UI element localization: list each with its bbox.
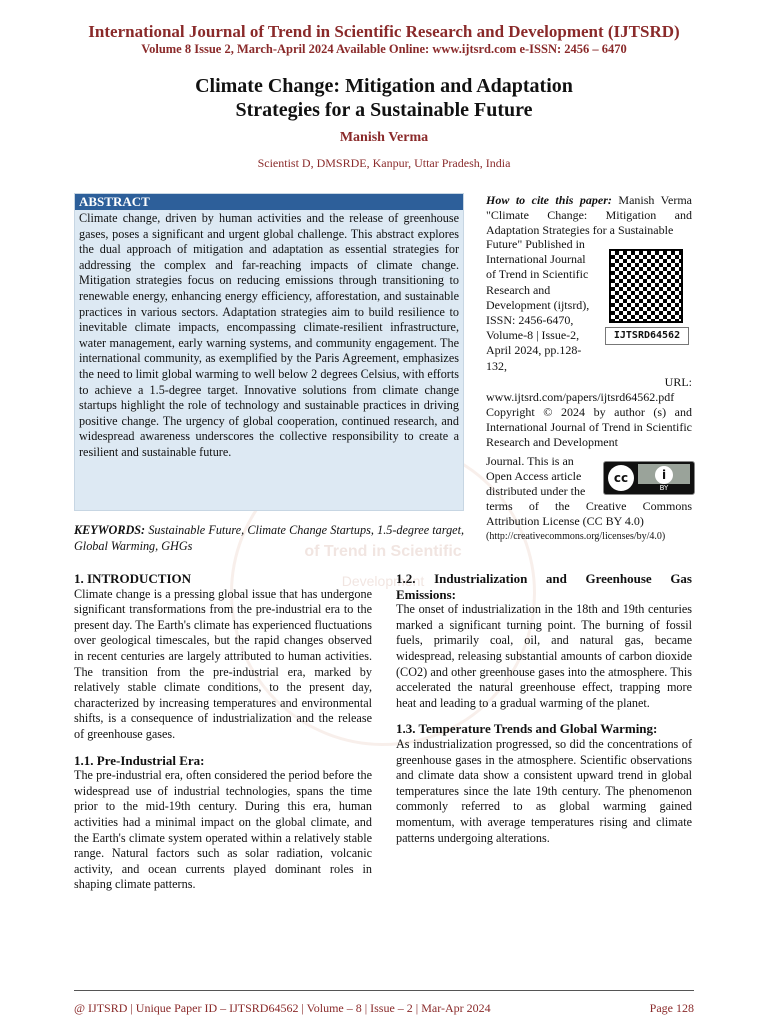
section-introduction-text: Climate change is a pressing global issue that has undergone significant transformations from the pre-industrial era to the present day. The Earth's climate has experienced fluctuations over geological timescales, but the rapid changes observed in recent centuries are largely attributed to human activities. The transition from the pre-industrial era, marked by relatively stable climate conditions, to the present day, characterized by increasing temperatures and environmental shifts, is a consequence of industrialization and the release of greenhouse gases. xyxy=(74,586,372,741)
citation-details: Future" Published in International Journal of Trend in Scientific Research and Development (ijtsrd), ISSN: 2456-6470, Volume-8 | Issue-2, April 2024, pp.128-132, xyxy=(486,237,590,373)
section-1-3-text: As industrialization progressed, so did the concentrations of greenhouse gases in the atmosphere. Scientific observations and climate data show a consistent upward trend in global temperatures since the late 19th century. The phenomenon commonly referred to as global warming gained momentum, with average temperatures rising and climate patterns undergoing alterations. xyxy=(396,736,692,845)
right-column xyxy=(396,571,692,846)
citation-lead: How to cite this paper: xyxy=(486,193,612,207)
copyright-license-text: Journal. This is an Open Access article distributed under the xyxy=(486,454,586,499)
footer-divider xyxy=(74,990,694,991)
license-url[interactable]: (http://creativecommons.org/licenses/by/4.0) xyxy=(486,531,666,543)
abstract-box xyxy=(74,193,464,511)
author-name: Manish Verma xyxy=(339,130,429,145)
citation-url-label: URL: xyxy=(664,375,692,389)
page-number: Page 128 xyxy=(649,1001,694,1015)
keywords-label: KEYWORDS: xyxy=(74,523,146,537)
qr-code-icon xyxy=(609,249,683,323)
section-1-2-text: The onset of industrialization in the 18th and 19th centuries marked a significant turning point. The burning of fossil fuels, primarily coal, oil, and natural gas, became widespread, releasing substantial amounts of carbon dioxide (CO2) and other greenhouse gases into the atmosphere. This accelerated the natural greenhouse effect, trapping more heat and leading to a gradual warming of the planet. xyxy=(396,602,692,710)
abstract-text: Climate change, driven by human activities and the release of greenhouse gases, poses a significant and urgent global challenge. This abstract explores the dual approach of mitigation and adaptation as essential strategies for addressing the complex and far-reaching impacts of climate change. Mitigation strategies focus on reducing emissions through transitioning to renewable energy, enhancing energy efficiency, afforestation, and sustainable practices in various sectors. Adaptation strategies aim to build resilience to inevitable climate impacts, encompassing climate-resilient infrastructure, water management, early warning systems, and community engagement. The international community, as exemplified by the Paris Agreement, emphasizes the need to limit global warming to well below 2 degrees Celsius, with efforts to achieve a 1.5-degree target. Innovative solutions from climate change startups highlight the role of technology and sustainable practices in driving positive change. The urgency of global cooperation, continued research, and widespread awareness underscores the collective responsibility to create a resilient and sustainable future. xyxy=(79,211,459,459)
section-1-2-heading: 1.2. Industrialization and Greenhouse Gas Emissions: xyxy=(396,571,692,602)
journal-name: International Journal of Trend in Scientific Research and Development (IJTSRD) xyxy=(88,22,680,41)
footer-info: @ IJTSRD | Unique Paper ID – IJTSRD64562 | Volume – 8 | Issue – 2 | Mar-Apr 2024 xyxy=(74,1001,491,1015)
volume-line: Volume 8 Issue 2, March-April 2024 Available Online: www.ijtsrd.com e-ISSN: 2456 – 6470 xyxy=(141,42,627,56)
keywords xyxy=(74,523,464,554)
cc-icon: cc xyxy=(608,465,634,491)
citation-intro-text: Manish Verma "Climate Change: Mitigation and Adaptation Strategies for a Sustainable xyxy=(486,193,693,238)
citation-url[interactable]: www.ijtsrd.com/papers/ijtsrd64562.pdf xyxy=(486,390,675,405)
by-label: BY xyxy=(638,484,690,492)
citation-url-block xyxy=(486,375,692,405)
citation-intro xyxy=(486,193,692,239)
copyright-intro: Copyright © 2024 by author (s) and International Journal of Trend in Scientific Research and Development xyxy=(486,405,692,450)
watermark-line-1: of Trend in Scientific xyxy=(304,543,462,560)
page-footer xyxy=(74,1001,694,1016)
left-column xyxy=(74,571,372,893)
paper-title xyxy=(0,74,768,122)
author-affiliation: Scientist D, DMSRDE, Kanpur, Uttar Pradesh, India xyxy=(257,156,511,170)
title-line-1: Climate Change: Mitigation and Adaptation xyxy=(195,75,573,97)
by-panel xyxy=(638,464,690,492)
copyright-license-name: terms of the Creative Commons Attribution License (CC BY 4.0) xyxy=(486,499,692,529)
title-line-2: Strategies for a Sustainable Future xyxy=(235,99,533,121)
section-1-3-heading: 1.3. Temperature Trends and Global Warming: xyxy=(396,721,658,737)
watermark-line-2: Development xyxy=(341,573,425,589)
section-1-1-text: The pre-industrial era, often considered the period before the widespread use of industrial technologies, spans the time prior to the mid-19th century. During this era, human activities had a minimal impact on the global climate, and the Earth's climate system operated within a relatively stable range. Natural factors such as solar radiation, volcanic activity, and ocean currents played dominant roles in shaping climate patterns. xyxy=(74,768,372,892)
copyright-tail xyxy=(486,499,692,545)
qr-paper-id: IJTSRD64562 xyxy=(605,327,689,345)
section-1-1-heading: 1.1. Pre-Industrial Era: xyxy=(74,752,205,768)
attribution-person-icon: i xyxy=(655,466,673,484)
abstract-heading: ABSTRACT xyxy=(75,194,463,210)
cc-by-license-icon[interactable] xyxy=(603,461,695,495)
section-introduction-heading: 1. INTRODUCTION xyxy=(74,571,192,586)
keywords-text: Sustainable Future, Climate Change Startups, 1.5-degree target, Global Warming, GHGs xyxy=(74,523,465,553)
